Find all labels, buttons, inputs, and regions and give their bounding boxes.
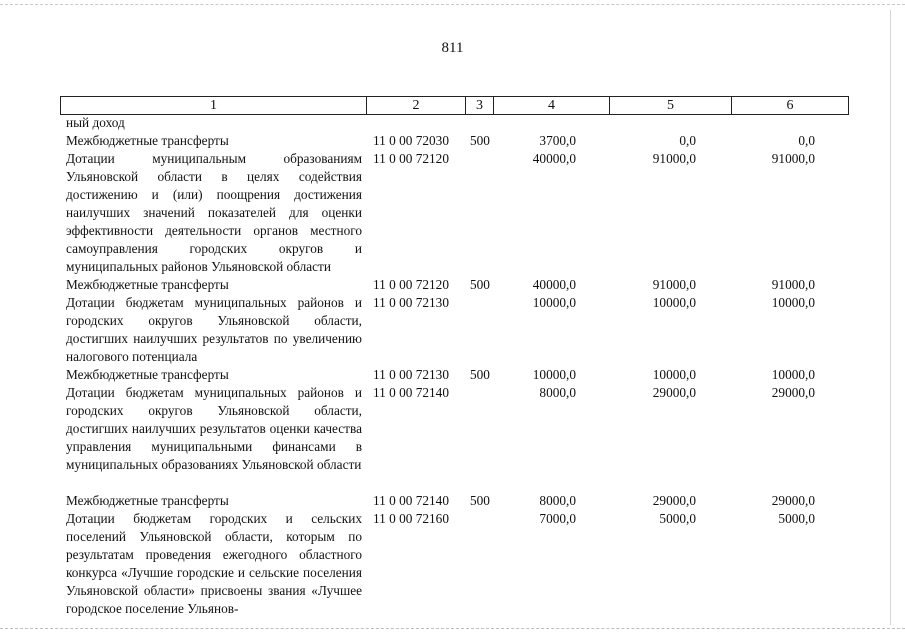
expense-type: 500 — [470, 277, 490, 292]
amount-col4: 3700,0 — [539, 133, 576, 148]
amount-col6: 0,0 — [798, 133, 815, 148]
row-name: Межбюджетные трансферты — [66, 133, 229, 148]
budget-table-body — [0, 114, 905, 618]
amount-col5: 10000,0 — [652, 367, 696, 382]
table-row — [0, 132, 905, 150]
amount-col4: 8000,0 — [539, 493, 576, 508]
target-code: 11 0 00 72140 — [373, 493, 449, 508]
table-row — [0, 510, 905, 618]
row-name: Дотации бюджетам муниципальных районов и городских округов Ульяновской области, достигших наилучших результатов оценки качества управления муниципальными финансами в муниципальных образованиях Ульяновской области — [66, 385, 362, 472]
amount-col4: 7000,0 — [539, 511, 576, 526]
row-name: Дотации бюджетам муниципальных районов и городских округов Ульяновской области, достигших наилучших результатов по увеличению налогового потенциала — [66, 295, 362, 364]
amount-col5: 5000,0 — [659, 511, 696, 526]
amount-col6: 10000,0 — [771, 295, 815, 310]
table-row — [0, 294, 905, 366]
expense-type: 500 — [470, 493, 490, 508]
column-header: 1 — [61, 97, 367, 115]
amount-col6: 91000,0 — [771, 151, 815, 166]
row-name: Дотации бюджетам городских и сельских поселений Ульяновской области, которым по результатам проведения ежегодного областного конкурса «Лучшие городские и сельские поселения Ульяновской области» присвоены звания «Лучшее городское поселение Ульянов- — [66, 511, 362, 616]
target-code: 11 0 00 72120 — [373, 277, 449, 292]
column-header: 4 — [494, 97, 610, 115]
amount-col4: 40000,0 — [532, 151, 576, 166]
table-row — [0, 366, 905, 384]
column-header: 5 — [610, 97, 732, 115]
scan-edge-bottom — [0, 628, 905, 629]
target-code: 11 0 00 72120 — [373, 151, 449, 166]
expense-type: 500 — [470, 367, 490, 382]
amount-col5: 0,0 — [679, 133, 696, 148]
column-header: 3 — [466, 97, 494, 115]
table-row — [0, 114, 905, 132]
page-number: 811 — [441, 40, 464, 56]
column-header: 6 — [732, 97, 849, 115]
target-code: 11 0 00 72130 — [373, 367, 449, 382]
target-code: 11 0 00 72140 — [373, 385, 449, 400]
amount-col6: 91000,0 — [771, 277, 815, 292]
expense-type: 500 — [470, 133, 490, 148]
amount-col4: 8000,0 — [539, 385, 576, 400]
target-code: 11 0 00 72130 — [373, 295, 449, 310]
amount-col5: 91000,0 — [652, 277, 696, 292]
amount-col6: 10000,0 — [771, 367, 815, 382]
amount-col6: 29000,0 — [771, 493, 815, 508]
table-row — [0, 384, 905, 492]
amount-col4: 10000,0 — [532, 367, 576, 382]
amount-col6: 5000,0 — [778, 511, 815, 526]
row-name: Дотации муниципальным образованиям Ульяновской области в целях содействия достижению и (или) поощрения достижения наилучших значений показателей для оценки эффективности деятельности органов местного самоуправления городских округов и муниципальных районов Ульяновской области — [66, 151, 362, 274]
amount-col5: 91000,0 — [652, 151, 696, 166]
amount-col6: 29000,0 — [771, 385, 815, 400]
target-code: 11 0 00 72160 — [373, 511, 449, 526]
scan-edge-top — [0, 4, 905, 5]
amount-col4: 40000,0 — [532, 277, 576, 292]
column-header: 2 — [367, 97, 466, 115]
row-name: Межбюджетные трансферты — [66, 493, 229, 508]
amount-col5: 29000,0 — [652, 493, 696, 508]
table-row — [0, 492, 905, 510]
target-code: 11 0 00 72030 — [373, 133, 449, 148]
row-name: Межбюджетные трансферты — [66, 367, 229, 382]
row-name: ный доход — [66, 115, 125, 130]
amount-col5: 29000,0 — [652, 385, 696, 400]
table-row — [0, 276, 905, 294]
amount-col4: 10000,0 — [532, 295, 576, 310]
column-header-row — [60, 96, 849, 115]
amount-col5: 10000,0 — [652, 295, 696, 310]
row-name: Межбюджетные трансферты — [66, 277, 229, 292]
table-row — [0, 150, 905, 276]
